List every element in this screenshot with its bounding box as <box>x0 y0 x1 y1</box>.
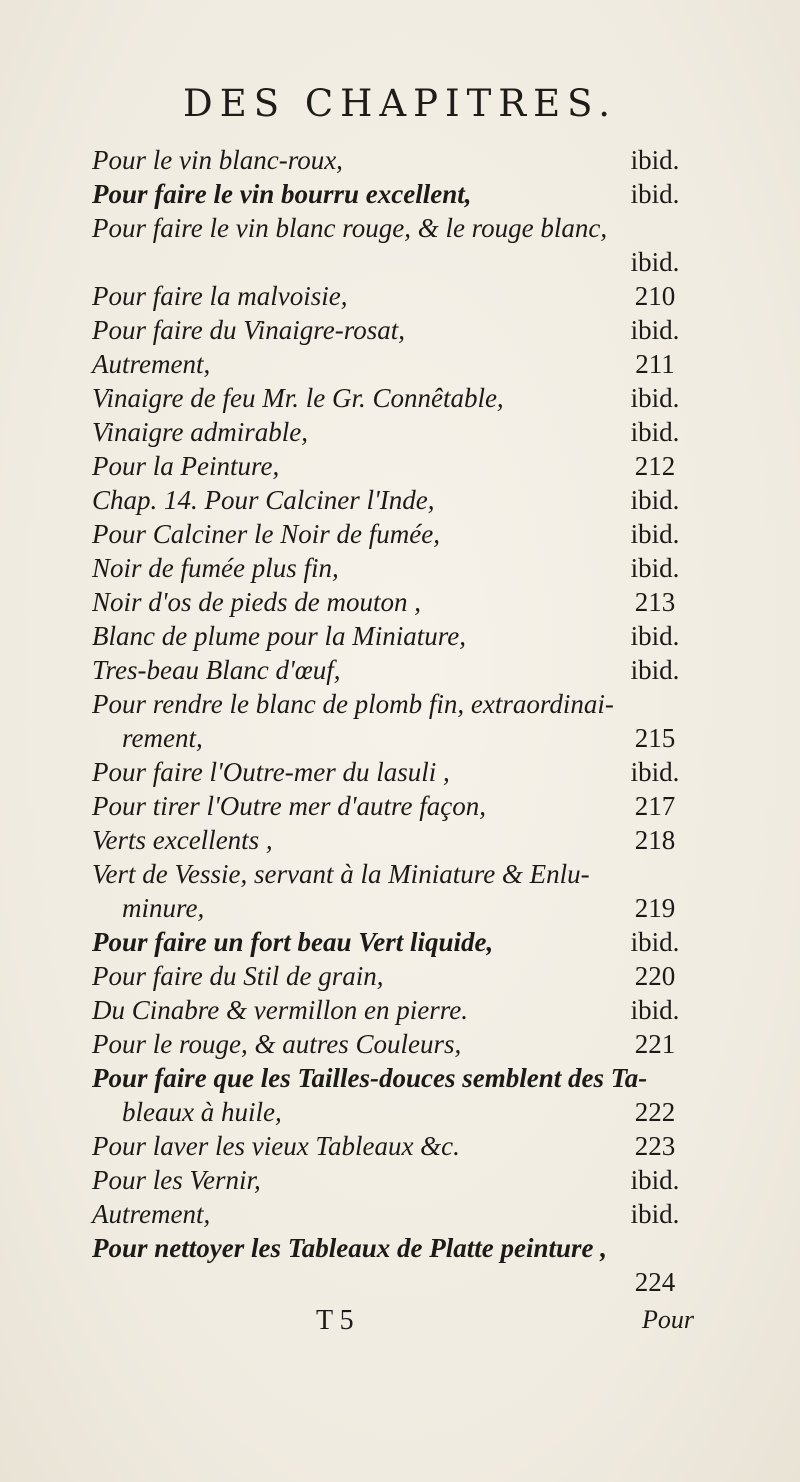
entry-title: Vert de Vessie, servant à la Miniature & Enlu- <box>92 859 590 889</box>
entry-title: Tres-beau Blanc d'œuf, <box>92 655 341 685</box>
entry-title: Blanc de plume pour la Miniature, <box>92 621 466 651</box>
entry-page: ibid. <box>630 927 680 957</box>
entry-page: ibid. <box>630 383 680 413</box>
entry-title: Pour faire l'Outre-mer du lasuli , <box>92 757 450 787</box>
entry-page: 213 <box>634 587 676 617</box>
entry-title: Pour le vin blanc-roux, <box>92 145 343 175</box>
entry-title: Noir de fumée plus fin, <box>92 553 339 583</box>
entry-page: 221 <box>634 1029 676 1059</box>
entry-title: Pour faire la malvoisie, <box>92 281 348 311</box>
entry-page: ibid. <box>630 1199 680 1229</box>
entry-page: ibid. <box>630 1165 680 1195</box>
entry-title: Pour faire un fort beau Vert liquide, <box>92 927 494 957</box>
entry-page: 220 <box>634 961 676 991</box>
entry-page: ibid. <box>630 247 680 277</box>
entry-title: Noir d'os de pieds de mouton , <box>92 587 422 617</box>
entry-title: Vinaigre de feu Mr. le Gr. Connêtable, <box>92 383 504 413</box>
entry-title: Pour faire du Stil de grain, <box>92 961 384 991</box>
entry-page: 217 <box>634 791 676 821</box>
signature-mark: T 5 <box>316 1305 354 1336</box>
entry-page: ibid. <box>630 485 680 515</box>
entry-page: ibid. <box>630 757 680 787</box>
entry-title: Pour laver les vieux Tableaux &c. <box>92 1131 460 1161</box>
page-heading: DES CHAPITRES. <box>183 82 617 125</box>
entry-title: Pour faire du Vinaigre-rosat, <box>92 315 405 345</box>
entry-title: bleaux à huile, <box>122 1097 282 1127</box>
entry-title: Pour rendre le blanc de plomb fin, extraordinai- <box>92 689 614 719</box>
entry-page: 212 <box>634 451 676 481</box>
entry-title: Autrement, <box>92 349 211 379</box>
entry-page: 222 <box>634 1097 676 1127</box>
entry-page: ibid. <box>630 145 680 175</box>
entry-title: Pour faire le vin bourru excellent, <box>92 179 472 209</box>
entry-title: Pour faire le vin blanc rouge, & le rouge blanc, <box>92 213 608 243</box>
entry-page: 224 <box>634 1267 676 1297</box>
entry-page: ibid. <box>630 315 680 345</box>
entry-page: 210 <box>634 281 676 311</box>
entry-title: Pour la Peinture, <box>92 451 280 481</box>
entry-title: Verts excellents , <box>92 825 273 855</box>
entry-title: Pour Calciner le Noir de fumée, <box>92 519 440 549</box>
entry-page: 211 <box>635 349 675 379</box>
entry-page: 218 <box>634 825 676 855</box>
entry-page: ibid. <box>630 519 680 549</box>
entry-title: Pour faire que les Tailles-douces semblent des Ta- <box>92 1063 648 1093</box>
entry-page: ibid. <box>630 621 680 651</box>
catchword: Pour <box>642 1305 694 1334</box>
entry-title: Pour les Vernir, <box>92 1165 261 1195</box>
entry-title: minure, <box>122 893 205 923</box>
entry-title: Autrement, <box>92 1199 211 1229</box>
entry-title: Du Cinabre & vermillon en pierre. <box>92 995 468 1025</box>
entry-page: ibid. <box>630 995 680 1025</box>
entry-title: rement, <box>122 723 203 753</box>
toc-entry <box>0 1262 800 1302</box>
entry-title: Pour tirer l'Outre mer d'autre façon, <box>92 791 487 821</box>
entry-page: ibid. <box>630 553 680 583</box>
entry-page: ibid. <box>630 417 680 447</box>
entry-title: Vinaigre admirable, <box>92 417 308 447</box>
entry-page: ibid. <box>630 655 680 685</box>
entry-page: ibid. <box>630 179 680 209</box>
entry-page: 215 <box>634 723 676 753</box>
entry-title: Pour nettoyer les Tableaux de Platte peinture , <box>92 1233 607 1263</box>
entry-title: Pour le rouge, & autres Couleurs, <box>92 1029 462 1059</box>
entry-page: 223 <box>634 1131 676 1161</box>
entry-title: Chap. 14. Pour Calciner l'Inde, <box>92 485 435 515</box>
entry-page: 219 <box>634 893 676 923</box>
